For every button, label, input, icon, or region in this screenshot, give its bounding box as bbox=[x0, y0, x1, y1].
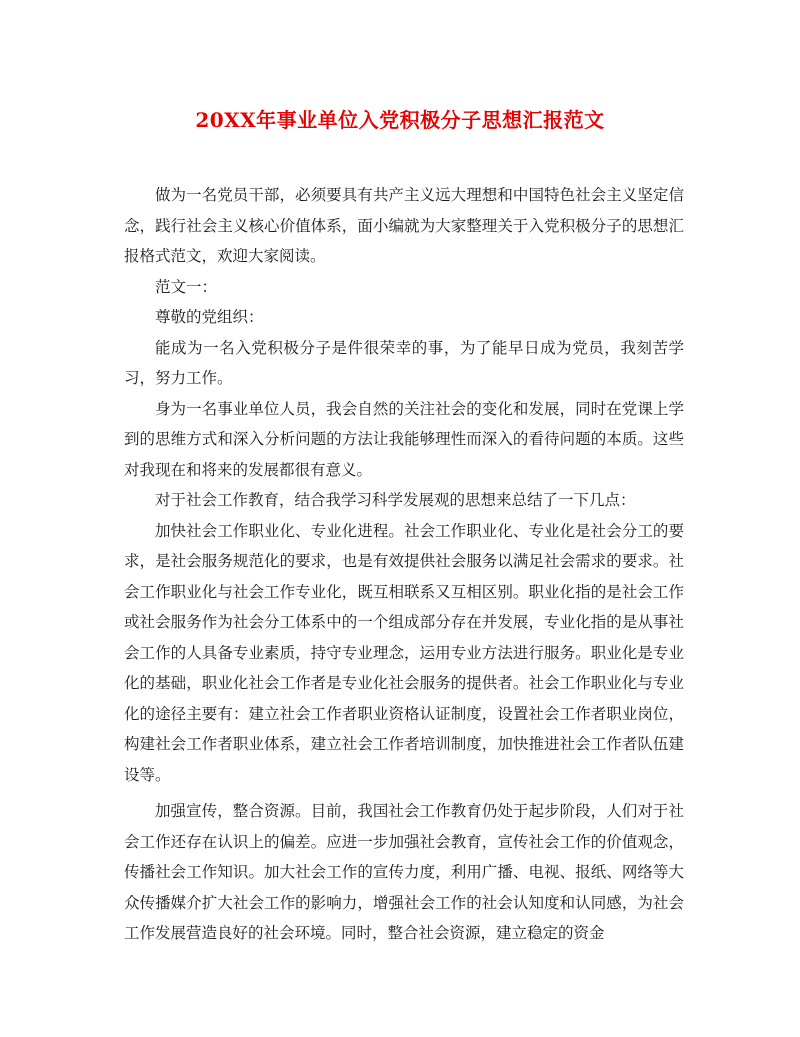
document-title: 20XX年事业单位入党积极分子思想汇报范文 bbox=[195, 108, 605, 132]
body-paragraph: 身为一名事业单位人员，我会自然的关注社会的变化和发展，同时在党课上学到的思维方式和深入分析问题的方法让我能够理性而深入的看待问题的本质。这些对我现在和将来的发展都很有意义。 bbox=[124, 399, 684, 479]
sample-heading: 范文一： bbox=[155, 277, 218, 296]
body-paragraph: 对于社会工作教育，结合我学习科学发展观的思想来总结了一下几点： bbox=[155, 491, 636, 509]
body-paragraph: 能成为一名入党积极分子是件很荣幸的事，为了能早日成为党员，我刻苦学习，努力工作。 bbox=[124, 338, 684, 387]
intro-paragraph: 做为一名党员干部，必须要具有共产主义远大理想和中国特色社会主义坚定信念，践行社会主义核心价值体系，面小编就为大家整理关于入党积极分子的思想汇报格式范文，欢迎大家阅读。 bbox=[124, 186, 684, 265]
salutation: 尊敬的党组织： bbox=[155, 308, 264, 326]
document-body bbox=[124, 180, 684, 949]
body-paragraph: 加强宣传，整合资源。目前，我国社会工作教育仍处于起步阶段，人们对于社会工作还存在认识上的偏差。应进一步加强社会教育，宣传社会工作的价值观念，传播社会工作知识。加大社会工作的宣传力度，利用广播、电视、报纸、网络等大众传播媒介扩大社会工作的影响力，增强社会工作的社会认知度和认同感，为社会工作发展营造良好的社会环境。同时，整合社会资源，建立稳定的资金 bbox=[124, 802, 684, 942]
body-paragraph: 加快社会工作职业化、专业化进程。社会工作职业化、专业化是社会分工的要求，是社会服务规范化的要求，也是有效提供社会服务以满足社会需求的要求。社会工作职业化与社会工作专业化，既互相联系又互相区别。职业化指的是社会工作或社会服务作为社会分工体系中的一个组成部分存在并发展，专业化指的是从事社会工作的人具备专业素质，持守专业理念，运用专业方法进行服务。职业化是专业化的基础，职业化社会工作者是专业化社会服务的提供者。社会工作职业化与专业化的途径主要有：建立社会工作者职业资格认证制度，设置社会工作者职业岗位，构建社会工作者职业体系，建立社会工作者培训制度，加快推进社会工作者队伍建设等。 bbox=[124, 521, 684, 784]
